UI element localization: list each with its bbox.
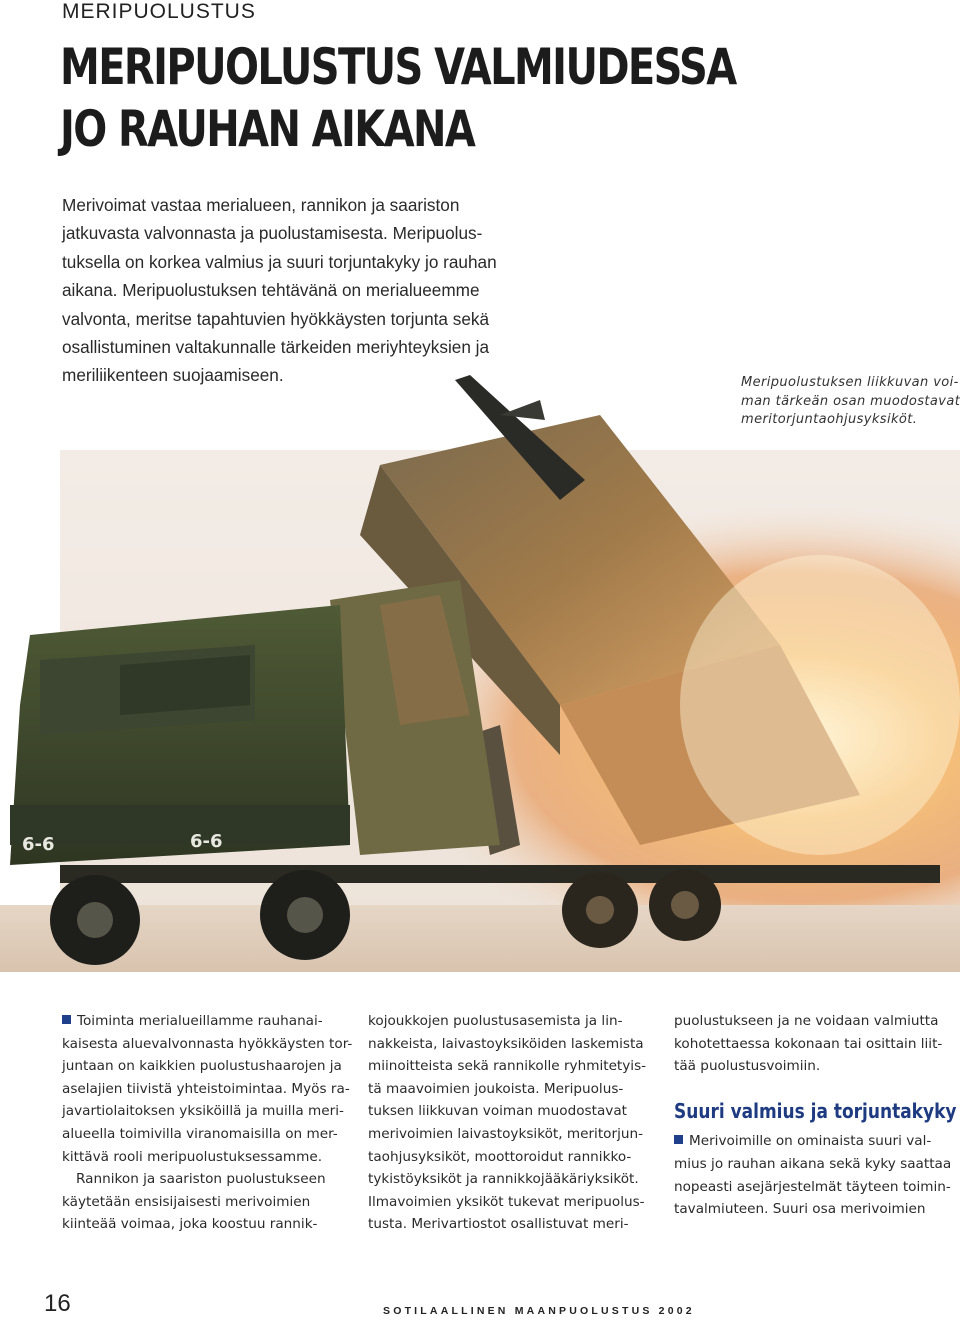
body-line: käytetään ensisijaisesti merivoimien xyxy=(62,1193,311,1210)
body-line: tavalmiuteen. Suuri osa merivoimien xyxy=(674,1201,926,1218)
body-column-2 xyxy=(368,1010,654,1236)
body-column-3 xyxy=(674,1010,960,1221)
missile-truck-photo xyxy=(0,375,960,972)
intro-line: osallistuminen valtakunnalle tärkeiden meriyhteyksien ja xyxy=(62,337,490,358)
intro-line: meriliikenteen suojaamiseen. xyxy=(62,365,284,386)
body-line: tusta. Merivartiostot osallistuvat meri- xyxy=(368,1216,629,1233)
title-line: JO RAUHAN AIKANA xyxy=(60,100,475,158)
body-line: merivoimien laivastoyksiköt, meritorjun- xyxy=(368,1125,643,1142)
intro-line: jatkuvasta valvonnasta ja puolustamisesta. Meripuolus- xyxy=(62,223,483,244)
body-line: Merivoimille on ominaista suuri val- xyxy=(674,1130,960,1153)
body-line: tuksen liikkuvan voiman muodostavat xyxy=(368,1103,627,1120)
body-line: aselajien tiivistä yhteistoimintaa. Myös ra- xyxy=(62,1080,350,1097)
body-line: Ilmavoimien yksiköt tukevat meripuolus- xyxy=(368,1193,645,1210)
body-line: kittävä rooli meripuolustuksessamme. xyxy=(62,1148,323,1165)
body-line: mius jo rauhan aikana sekä kyky saattaa xyxy=(674,1155,952,1172)
truck-marking: 6-6 xyxy=(190,831,223,852)
page-title xyxy=(60,36,748,160)
body-line: kohotettaessa kokonaan tai osittain liit- xyxy=(674,1035,943,1052)
body-line: taohjusyksiköt, moottoroidut rannikko- xyxy=(368,1148,632,1165)
body-line: puolustukseen ja ne voidaan valmiutta xyxy=(674,1013,939,1029)
publication-name: SOTILAALLINEN MAANPUOLUSTUS 2002 xyxy=(383,1305,695,1317)
page-number: 16 xyxy=(44,1290,71,1317)
intro-line: tuksella on korkea valmius ja suuri torjuntakyky jo rauhan xyxy=(62,251,497,272)
body-line: kiinteää voimaa, joka koostuu rannik- xyxy=(62,1216,318,1233)
caption-line: Meripuolustuksen liikkuvan voi- xyxy=(741,375,959,390)
truck-marking: 6-6 xyxy=(22,834,55,855)
body-line: nakkeista, laivastoyksiköiden laskemista xyxy=(368,1035,644,1052)
body-line: juntaan on kaikkien puolustushaarojen ja xyxy=(62,1058,342,1075)
section-label: MERIPUOLUSTUS xyxy=(62,0,256,23)
body-line: tykistöyksiköt ja rannikkojääkäriyksiköt. xyxy=(368,1171,639,1188)
caption-line: man tärkeän osan muodostavat xyxy=(741,393,960,409)
intro-line: Merivoimat vastaa merialueen, rannikon ja saariston xyxy=(62,195,460,215)
body-line: tää puolustusvoimiin. xyxy=(674,1058,821,1075)
body-line: miinoitteista sekä rannikolle ryhmitetyis- xyxy=(368,1058,647,1075)
body-column-1 xyxy=(62,1010,353,1236)
body-line: Toiminta merialueillamme rauhanai- xyxy=(62,1010,348,1033)
body-line: alueella toimivilla viranomaisilla on mer- xyxy=(62,1125,338,1142)
square-bullet-icon xyxy=(674,1135,683,1144)
intro-line: aikana. Meripuolustuksen tehtävänä on merialueemme xyxy=(62,280,480,301)
intro-paragraph xyxy=(62,191,542,390)
body-line: Rannikon ja saariston puolustukseen xyxy=(76,1171,326,1188)
body-line: tä maavoimien joukoista. Meripuolus- xyxy=(368,1080,624,1097)
body-line: javartiolaitoksen yksiköillä ja muilla meri- xyxy=(62,1103,344,1120)
body-line: nopeasti asejärjestelmät täyteen toimin- xyxy=(674,1178,951,1195)
title-line: MERIPUOLUSTUS VALMIUDESSA xyxy=(60,38,736,96)
section-subheading: Suuri valmius ja torjuntakyky xyxy=(674,1098,957,1123)
intro-line: valvonta, meritse tapahtuvien hyökkäysten torjunta sekä xyxy=(62,308,490,329)
square-bullet-icon xyxy=(62,1015,71,1024)
body-line: kojoukkojen puolustusasemista ja lin- xyxy=(368,1013,623,1029)
caption-line: meritorjuntaohjusyksiköt. xyxy=(741,412,918,427)
photo-caption xyxy=(741,374,960,430)
body-line: kaisesta aluevalvonnasta hyökkäysten tor- xyxy=(62,1035,353,1052)
